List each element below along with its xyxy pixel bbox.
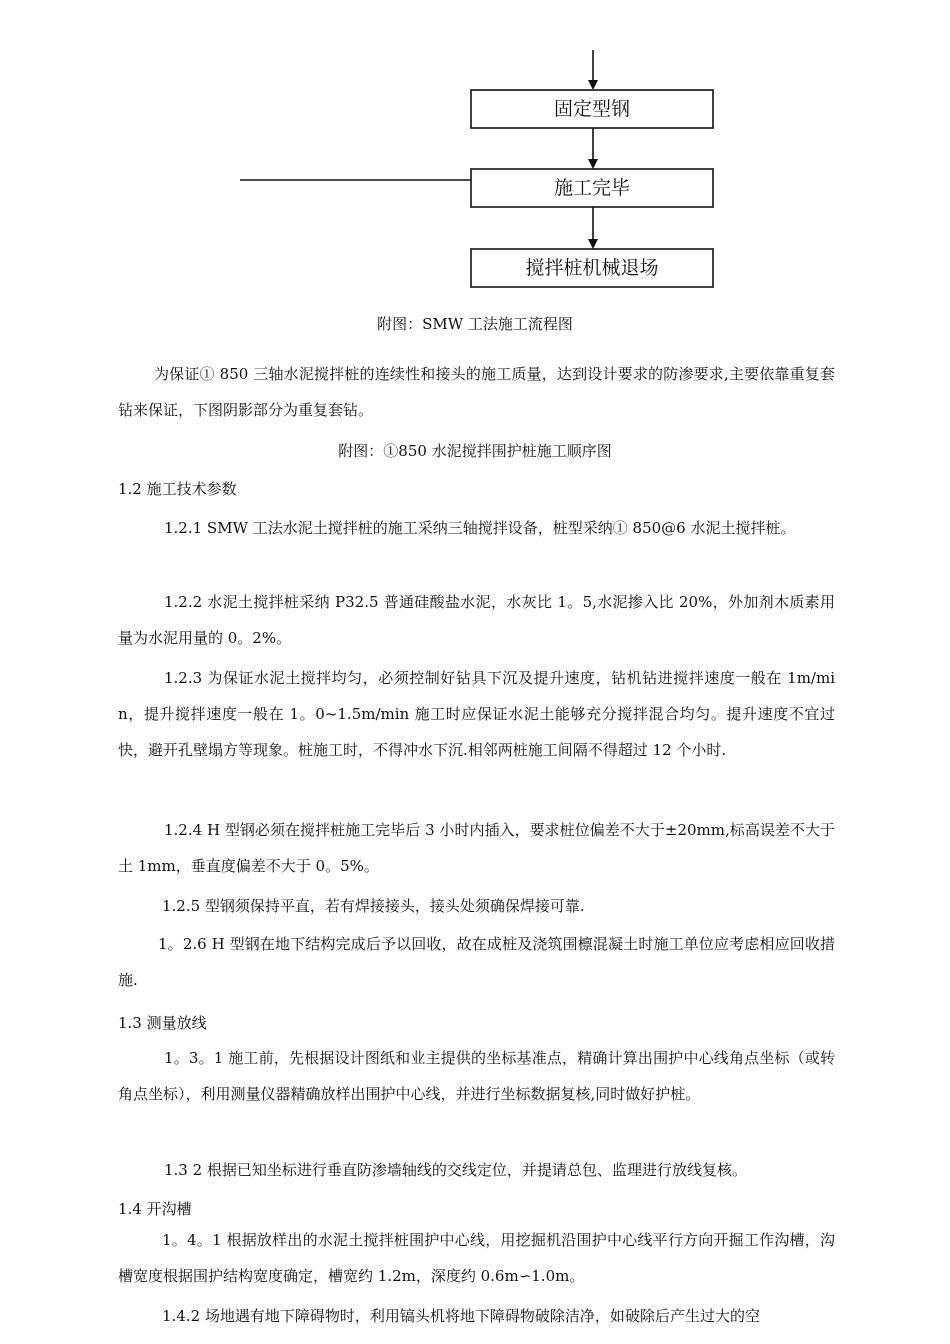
- section-1-2-heading: 1.2 施工技术参数: [118, 480, 237, 498]
- item-1-2-5: 1.2.5 型钢须保持平直，若有焊接接头，接头处须确保焊接可靠.: [162, 897, 585, 915]
- item-1-2-3: 1.2.3 为保证水泥土搅拌均匀，必须控制好钻具下沉及提升速度，钻机钻进搅拌速度一般在 1m/min，提升搅拌速度一般在 1。0~1.5m/min 施工时应保证水泥土能够充分搅拌混合均匀。提升速度不宜过快，避开孔壁塌方等现象。桩施工时，不得冲水下沉.相邻两桩施工间隔不得超过 12 个小时.: [118, 669, 835, 759]
- figure2-caption: 附图：①850 水泥搅拌围护桩施工顺序图: [338, 442, 612, 460]
- section-1-4-heading: 1.4 开沟槽: [118, 1200, 192, 1218]
- item-1-4-2: 1.4.2 场地遇有地下障碍物时，利用镐头机将地下障碍物破除洁净，如破除后产生过大的空: [162, 1307, 760, 1325]
- flow-step-label-2: 施工完毕: [553, 177, 631, 199]
- section-1-3-heading: 1.3 测量放线: [118, 1014, 207, 1032]
- item-1-2-2: 1.2.2 水泥土搅拌桩采纳 P32.5 普通硅酸盐水泥，水灰比 1。5,水泥掺入比 20%，外加剂木质素用量为水泥用量的 0。2%。: [118, 593, 835, 647]
- item-1-4-1: 1。4。1 根据放样出的水泥土搅拌桩围护中心线，用挖掘机沿围护中心线平行方向开掘工作沟槽，沟槽宽度根据围护结构宽度确定，槽宽约 1.2m，深度约 0.6m∽1.0m。: [118, 1231, 835, 1285]
- item-1-2-6: 1。2.6 H 型钢在地下结构完成后予以回收，故在成桩及浇筑围檩混凝土时施工单位应考虑相应回收措施.: [118, 935, 835, 989]
- flow-step-label-1: 固定型钢: [553, 98, 631, 120]
- item-1-3-1: 1。3。1 施工前，先根据设计图纸和业主提供的坐标基准点，精确计算出围护中心线角点坐标（或转角点坐标），利用测量仪器精确放样出围护中心线，并进行坐标数据复核,同时做好护桩。: [118, 1049, 835, 1103]
- item-1-3-2: 1.3 2 根据已知坐标进行垂直防渗墙轴线的交线定位，并提请总包、监理进行放线复核。: [164, 1161, 747, 1179]
- flow-step-label-3: 搅拌桩机械退场: [525, 257, 659, 279]
- item-1-2-4: 1.2.4 H 型钢必须在搅拌桩施工完毕后 3 小时内插入，要求桩位偏差不大于±20mm,标高误差不大于土 1mm，垂直度偏差不大于 0。5%。: [118, 821, 835, 875]
- flowchart-caption: 附图：SMW 工法施工流程图: [377, 315, 573, 333]
- item-1-2-1: 1.2.1 SMW 工法水泥土搅拌桩的施工采纳三轴搅拌设备，桩型采纳① 850@6 水泥土搅拌桩。: [164, 519, 796, 537]
- flowchart: [0, 0, 950, 300]
- intro-paragraph: 为保证① 850 三轴水泥搅拌桩的连续性和接头的施工质量，达到设计要求的防渗要求,主要依靠重复套钻来保证，下图阴影部分为重复套钻。: [118, 365, 835, 419]
